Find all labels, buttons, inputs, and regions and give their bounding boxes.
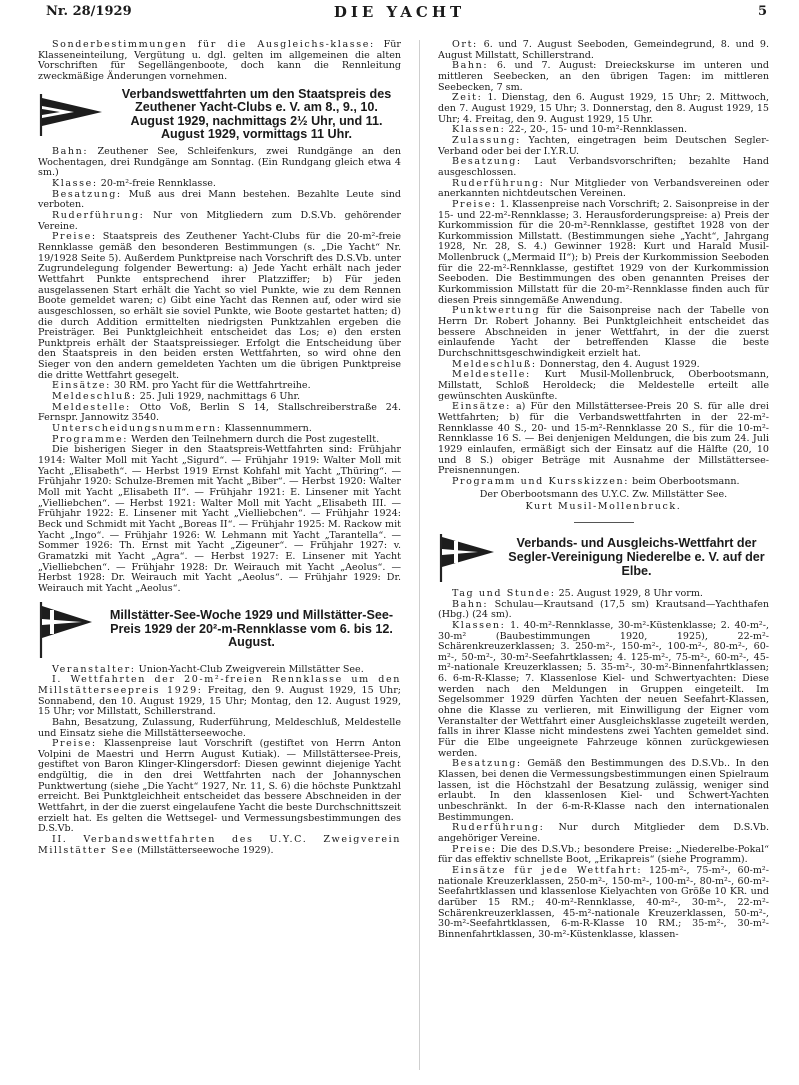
- rule-text: Nur durch Mitglieder dem D.S.Vb. angehöriger Vereine.: [438, 822, 769, 844]
- rule-text: Donnerstag, den 4. August 1929.: [539, 358, 700, 370]
- intro-lead: Sonderbestimmungen für die Ausgleichs-klasse:: [52, 40, 375, 50]
- rule-paragraph: [38, 403, 401, 424]
- rule-paragraph: [438, 402, 769, 477]
- rule-lead: Preise:: [52, 738, 97, 750]
- rule-lead: Besatzung:: [452, 156, 522, 168]
- column-divider: [419, 40, 420, 1070]
- rule-paragraph: [438, 477, 769, 488]
- rule-text: 1. Dienstag, den 6. August 1929, 15 Uhr; 2. Mittwoch, den 7. August 1929, 15 Uhr; 3. Donnerstag, den 8. August 1929, 15 Uhr; 4. Freitag, den 9. August 1929, 15 Uhr.: [438, 92, 769, 125]
- rule-lead: Ruderführung:: [452, 822, 545, 834]
- rule-lead: Meldeschluß:: [452, 358, 537, 370]
- rule-paragraph: [438, 600, 769, 621]
- rule-paragraph: [38, 232, 401, 381]
- rule-text: 6. und 7. August: Dreieckskurse im unteren und mittleren Seebecken, an den übrigen Tagen: im mittleren Seebecken, 7 sm.: [438, 60, 769, 93]
- rule-text: Kurt Musil-Mollenbruck, Oberbootsmann, Millstatt, Schloß Heroldeck; die Meldestelle erteilt alle gewünschten Auskünfte.: [438, 369, 769, 402]
- section-zeuthen-heading: [38, 88, 401, 142]
- rule-paragraph: [38, 835, 401, 856]
- section-millstatt-continued: [438, 40, 769, 488]
- rule-text: a) Für den Millstättersee-Preis 20 S. für alle drei Wettfahrten; b) für die Verbandswettfahrten in der 22-m²-Rennklasse 40 S., 20- und 15-m²-Rennklasse 20 S., für die 10-m²-Rennklasse 16 S. — Bei denjenigen Meldungen, die bis zum 24. Juli 1929 einlaufen, ermäßigt sich der Einsatz auf die Hälfte (20, 10 und 8 S.) obiger Beträge mit Ausnahme der Millstättersee-Preisnennungen.: [438, 401, 769, 477]
- rule-text: Staatspreis des Zeuthener Yacht-Clubs für die 20-m²-freie Rennklasse gemäß den besonderen Bestimmungen (s. „Die Yacht“ Nr. 19/1928 Seite 5). Außerdem Punktpreise nach Vorschrift des D.S.Vb. unter Zugrundelegung folgender Bewertung: a) Jede Yacht erhält nach jeder Wettfahrt Punkte entsprechend ihrer Platzziffer; b) Für jeden ausgelassenen Start erhält die Yacht so viel Punkte, wie zu dem Rennen Boote gemeldet waren; c) Gibt eine Yacht das Rennen auf, oder wird sie ausgeschlossen, so erhält sie soviel Punkte, wie Boote gestartet hatten; d) die durch Addition ermittelten niedrigsten Punktzahlen ergeben die Preisträger. Bei Punktgleichheit entscheidet das Los; e) den ersten Punktpreis erhält der Staatspreissieger. Erfolgt die Entscheidung über den Staatspreis in den beiden ersten Wettfahrten, so wird ohne den Sieger von den andern gemeldeten Yachten um die übrigen Punktpreise die dritte Wettfahrt gesegelt.: [38, 231, 401, 381]
- rule-text: Nur Mitglieder von Verbandsvereinen oder anerkannten nichtdeutschen Vereinen.: [438, 177, 769, 200]
- rule-lead: Punktwertung: [452, 305, 541, 317]
- left-column: [38, 40, 401, 1080]
- rule-lead: Ort:: [452, 40, 478, 50]
- club-pennant-icon: [438, 532, 496, 584]
- section-millstatt-heading: [38, 600, 401, 660]
- rule-text: 1. Klassenpreise nach Vorschrift; 2. Saisonpreise in der 15- und 22-m²-Rennklasse; 3. Herausforderungspreise: a) Preis der Kurkommission für die 20-m²-Rennklasse, gestiftet 1928 von der Kurkommission Millstatt. (Bestimmungen siehe „Yacht“, Jahrgang 1928, Nr. 28, S. 4.) Gewinner 1928: Kurt und Harald Musil-Mollenbruck („Mermaid II“); b) Preis der Kurkommission Seeboden für die 22-m²-Rennklasse, gestiftet 1929 von der Kurkommission Seeboden. Die Bestimmungen des oben genannten Preises der Kurkommission Millstatt für die 20-m²-Rennklasse finden auch für diesen Preis sinngemäße Anwendung.: [438, 198, 769, 306]
- rule-text: 25. Juli 1929, nachmittags 6 Uhr.: [139, 391, 301, 403]
- page-number: 5: [757, 4, 767, 19]
- winners-paragraph: Die bisherigen Sieger in den Staatspreis-Wettfahrten sind: Frühjahr 1914: Walter Moll mit Yacht „Sigurd“. — Frühjahr 1919: Walter Moll mit Yacht „Elisabeth“. — Herbst 1919 Ernst Kohfahl mit Yacht „Thüring“. — Frühjahr 1920: Schulze-Bremen mit Yacht „Biber“. — Herbst 1920: Walter Moll mit Yacht „Elisabeth II“. — Frühjahr 1921: E. Linsener mit Yacht „Vielliebchen“. — Herbst 1921: Walter Moll mit Yacht „Elisabeth III. — Frühjahr 1922: E. Linsener mit Yacht „Vielliebchen“. — Frühjahr 1924: Beck und Schmidt mit Yacht „Boreas II“. — Frühjahr 1925: M. Rackow mit Yacht „Ingo“. — Frühjahr 1926: W. Lehmann mit Yacht „Tarantella“. — Sommer 1926: Th. Ernst mit Yacht „Zigeuner“. — Frühjahr 1927: v. Gramatzki mit Yacht „Agra“. — Herbst 1927: E. Linsener mit Yacht „Vielliebchen“. — Frühjahr 1928: Dr. Weirauch mit Yacht „Aeolus“. — Herbst 1928: Dr. Weirauch mit Yacht „Aeolus“. — Frühjahr 1929: Dr. Weirauch mit Yacht „Aeolus“.: [38, 444, 401, 594]
- rule-paragraph: [438, 866, 769, 941]
- rule-lead: Preise:: [52, 231, 97, 243]
- rule-text: Werden den Teilnehmern durch die Post zugestellt.: [131, 433, 380, 445]
- section-zeuthen-body: [38, 147, 401, 445]
- rule-paragraph: [438, 621, 769, 760]
- rule-paragraph: [438, 93, 769, 125]
- signoff-line-1: Der Oberbootsmann des U.Y.C. Zw. Millstätter See.: [479, 488, 728, 500]
- rule-lead: Ruderführung:: [52, 209, 145, 221]
- rule-lead: Preise:: [452, 843, 497, 855]
- rule-lead: Unterscheidungsnummern:: [52, 423, 222, 435]
- rule-lead: Programme:: [52, 433, 129, 445]
- rule-text: Union-Yacht-Club Zweigverein Millstätter See.: [138, 663, 364, 675]
- rule-paragraph: [438, 200, 769, 307]
- rule-text: beim Oberbootsmann.: [632, 475, 740, 487]
- rule-lead: Zeit:: [452, 92, 483, 104]
- rule-paragraph: [438, 179, 769, 200]
- rule-text: 22-, 20-, 15- und 10-m²-Rennklassen.: [508, 124, 688, 136]
- rule-lead: Preise:: [452, 198, 497, 210]
- section-niederelbe-title: Verbands- und Ausgleichs-Wettfahrt der Segler-Vereinigung Niederelbe e. V. auf der Elbe.: [508, 536, 765, 578]
- rule-text: 25. August 1929, 8 Uhr vorm.: [558, 587, 703, 599]
- rule-paragraph: [438, 823, 769, 844]
- rule-lead: II. Verbandswettfahrten des U.Y.C. Zweigverein Millstätter See: [38, 834, 401, 856]
- rule-text: 20-m²-freie Rennklasse.: [100, 177, 216, 189]
- rule-text: Otto Voß, Berlin S 14, Stallschreiberstraße 24. Fernspr. Jannowitz 3540.: [38, 401, 401, 424]
- rule-lead: Programm und Kursskizzen:: [452, 475, 630, 487]
- rule-paragraph: [38, 718, 401, 739]
- signoff-line-2: Kurt Musil-Mollenbruck.: [525, 501, 682, 513]
- rule-lead: Klasse:: [52, 177, 98, 189]
- rule-lead: Klassen:: [452, 619, 506, 631]
- section-zeuthen-title: Verbandswettfahrten um den Staatspreis des Zeuthener Yacht-Clubs e. V. am 8., 9., 10. August 1929, nachmittags 2½ Uhr, und 11. August 1929, vormittags 11 Uhr.: [121, 86, 392, 142]
- rule-text: Klassenpreise laut Vorschrift (gestiftet von Herrn Anton Volpini de Maestri und Herrn August Kutiak). — Millstättersee-Preis, gestiftet von Baron Klinger-Klingersdorf: Diesen gewinnt diejenige Yacht endgültig, die in den drei Wettfahrten nach der Johannyschen Punktwertung (siehe „Die Yacht“ 1927, Nr. 11, S. 6) die höchste Punktzahl erreicht. Bei Punktgleichheit entscheidet das bessere Abschneiden in der Wettfahrt, in der die zuerst eingelaufene Yacht die beste Durchschnittszeit erzielt hat. Es gelten die Wettsegel- und Vermessungsbestimmungen des D.S.Vb.: [38, 738, 401, 835]
- rule-paragraph: [438, 136, 769, 157]
- rule-paragraph: [438, 61, 769, 93]
- rule-paragraph: [438, 845, 769, 866]
- rule-lead: Bahn:: [452, 60, 489, 72]
- club-pennant-icon: [38, 600, 94, 660]
- rule-text: Yachten, eingetragen beim Deutschen Segler-Verband oder bei der I.Y.R.U.: [438, 134, 769, 157]
- right-column: [438, 40, 769, 1080]
- rule-text: 1. 40-m²-Rennklasse, 30-m²-Küstenklasse; 2. 40-m²-, 30-m² (Baubestimmungen 1920, 1925), 22-m²-Schärenkreuzerklassen; 3. 250-m²-, 150-m²-, 100-m²-, 80-m²-, 60-m²-, 50-m²-, 30-m²-Seefahrtklassen; 4. 125-m²-, 75-m²-, 60-m²-, 45-m²-nationale Kreuzerklassen; 5. 35-m²-, 30-m²-Binnenfahrtklassen; 6. 6-m-R-Klasse; 7. Klassenlose Kiel- und Schwertyachten: Diese werden nach den Meldungen in Gruppen eingeteilt. Im Segelsommer 1929 dürfen Yachten der neuen Seefahrt-Klassen, ohne die Klasse zu verlieren, mit Einwilligung der Eigner vom Veranstalter der Wettfahrt einer Ausgleichsklasse zugeteilt werden, falls in ihrer Klasse nicht mindestens zwei Yachten gemeldet sind. Für die Elbe ungeeignete Fahrzeuge können zurückgewiesen werden.: [438, 619, 769, 759]
- rule-lead: Zulassung:: [452, 134, 521, 146]
- rule-lead: Tag und Stunde:: [452, 587, 556, 599]
- intro-text: Für Klasseneinteilung, Vergütung u. dgl. gelten im allgemeinen die alten Vorschriften für Segellängenboote, doch kann die Rennleitung zweckmäßige Änderungen vornehmen.: [38, 40, 401, 82]
- rule-text: (Millstätterseewoche 1929).: [137, 844, 274, 856]
- rule-lead: Meldestelle:: [52, 401, 131, 413]
- club-pennant-icon: [38, 92, 104, 138]
- rule-paragraph: [438, 40, 769, 61]
- section-niederelbe-body: [438, 589, 769, 941]
- rule-lead: Bahn:: [452, 598, 489, 610]
- rule-paragraph: [438, 157, 769, 178]
- rule-text: 125-m²-, 75-m²-, 60-m²-nationale Kreuzerklassen, 250-m²-, 150-m²-, 100-m²-, 80-m²-, 60-m²-Seefahrtklassen und klassenlose Kielyachten von Größe 10 KR. und darüber 15 RM.; 40-m²-Rennklasse, 40-m²-, 30-m²-, 22-m²-Schärenkreuzerklassen, 45-m²-nationale Kreuzerklassen, 50-m²-, 30-m²-Seefahrtklassen, 6-m-R-Klasse 10 RM.; 35-m²-, 30-m²-Binnenfahrtklassen, 30-m²-Küstenklasse, klassen-: [438, 864, 769, 940]
- journal-title: DIE YACHT: [333, 3, 466, 21]
- rule-text: Zeuthener See, Schleifenkurs, zwei Rundgänge an den Wochentagen, drei Rundgänge am Sonntag. (Ein Rundgang gleich etwa 4 sm.): [38, 146, 401, 179]
- rule-lead: Ruderführung:: [452, 177, 545, 189]
- rule-text: Freitag, den 9. August 1929, 15 Uhr; Sonnabend, den 10. August 1929, 15 Uhr; Montag, den 12. August 1929, 15 Uhr; vor Millstatt, Schillerstrand.: [38, 684, 401, 718]
- rule-paragraph: [38, 675, 401, 718]
- rule-lead: Meldeschluß:: [52, 391, 137, 403]
- rule-lead: Veranstalter:: [52, 663, 136, 675]
- rule-text: Nur von Mitgliedern zum D.S.Vb. gehörender Vereine.: [38, 209, 401, 232]
- rule-text: Muß aus drei Mann bestehen. Bezahlte Leute sind verboten.: [38, 188, 401, 211]
- rule-text: Laut Verbandsvorschriften; bezahlte Hand ausgeschlossen.: [438, 156, 769, 178]
- rule-lead: Meldestelle:: [452, 369, 531, 381]
- rule-text: 30 RM. pro Yacht für die Wettfahrtreihe.: [113, 380, 311, 392]
- rule-paragraph: [38, 147, 401, 179]
- rule-paragraph: [38, 190, 401, 211]
- rule-lead: Bahn:: [52, 146, 89, 157]
- rule-text: Die des D.S.Vb.; besondere Preise: „Niederelbe-Pokal“ für das effektiv schnellste Boot, „Erikapreis“ (siehe Programm).: [438, 843, 769, 866]
- rule-paragraph: [438, 306, 769, 359]
- rule-lead: Klassen:: [452, 124, 506, 136]
- rule-paragraph: [38, 211, 401, 232]
- rule-lead: Besatzung:: [52, 188, 122, 200]
- rule-text: Gemäß den Bestimmungen des D.S.Vb.. In den Klassen, bei denen die Vermessungsbestimmungen einen Spielraum lassen, ist die Höchstzahl der Besatzung zulässig, weniger sind erlaubt. In den klassenlosen Kiel- und Schwert-Yachten unbeschränkt. In der 6-m-R-Klasse nach den internationalen Bestimmungen.: [438, 758, 769, 823]
- rule-paragraph: [38, 739, 401, 835]
- rule-lead: Einsätze:: [52, 380, 111, 392]
- section-rule: [574, 522, 634, 523]
- section-niederelbe-heading: [438, 532, 769, 584]
- rule-lead: Einsätze:: [452, 401, 511, 413]
- rule-text: Bahn, Besatzung, Zulassung, Ruderführung, Meldeschluß, Meldestelle und Einsatz siehe die Millstätterseewoche.: [38, 716, 401, 739]
- rule-text: Schulau—Krautsand (17,5 sm) Krautsand—Yachthafen (Hbg.) (24 sm).: [438, 598, 769, 621]
- rule-paragraph: [438, 759, 769, 823]
- issue-number: Nr. 28/1929: [46, 4, 132, 19]
- section-millstatt-title: Millstätter-See-Woche 1929 und Millstätter-See-Preis 1929 der 20²-m-Rennklasse vom 6. bis 12. August.: [109, 608, 394, 650]
- rule-paragraph: [438, 370, 769, 402]
- rule-text: 6. und 7. August Seeboden, Gemeindegrund, 8. und 9. August Millstatt, Schillerstrand.: [438, 40, 769, 61]
- rule-text: für die Saisonpreise nach der Tabelle von Herrn Dr. Robert Johanny. Bei Punktgleichheit entscheidet das bessere Abschneiden in jener Wettfahrt, in der die zuerst einlaufende Yacht der betreffenden Klasse die beste Durchschnittsgeschwindigkeit erzielt hat.: [438, 305, 769, 360]
- rule-lead: Einsätze für jede Wettfahrt:: [452, 864, 643, 876]
- rule-lead: Besatzung:: [452, 758, 522, 770]
- section-millstatt-body: [38, 665, 401, 857]
- page-header: [0, 0, 799, 24]
- intro-paragraph: [38, 40, 401, 83]
- rule-lead: I. Wettfahrten der 20-m²-freien Rennklasse um den Millstätterseepreis 1929:: [38, 674, 401, 696]
- rule-text: Klassennummern.: [224, 423, 312, 435]
